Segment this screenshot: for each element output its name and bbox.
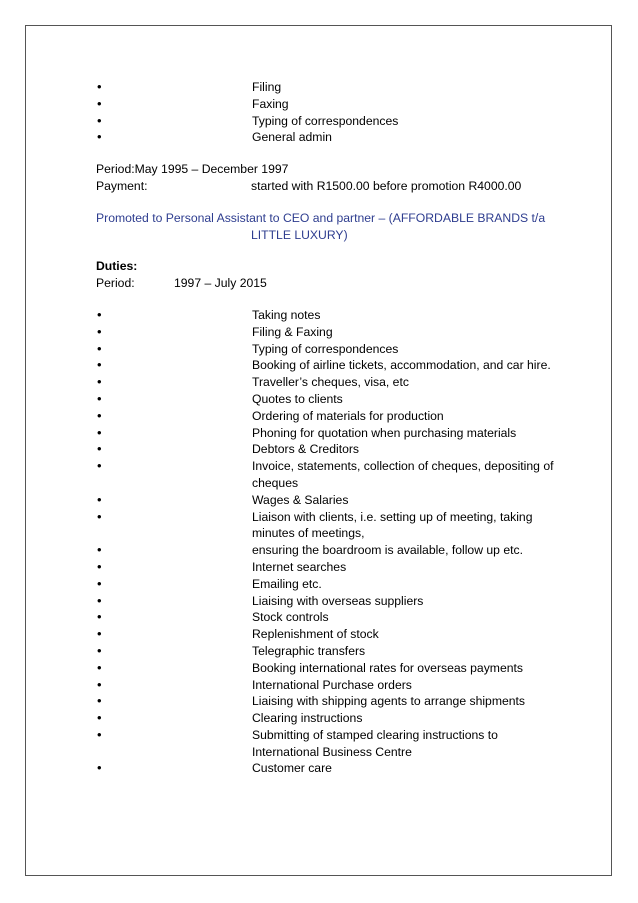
document-page [25, 25, 612, 876]
list-item [96, 542, 556, 559]
bullet-icon: • [97, 542, 102, 558]
list-item-text: Quotes to clients [252, 391, 343, 406]
payment-value: started with R1500.00 before promotion R4000.00 [251, 178, 522, 193]
bullet-icon: • [97, 112, 102, 128]
list-item-text: ensuring the boardroom is available, follow up etc. [252, 543, 523, 558]
list-item-text: Ordering of materials for production [252, 408, 444, 423]
list-item [96, 129, 556, 146]
list-item-text: Taking notes [252, 307, 321, 322]
list-item-text: Filing & Faxing [252, 324, 333, 339]
bullet-icon: • [97, 693, 102, 709]
list-item-text: Telegraphic transfers [252, 643, 366, 658]
list-item [96, 391, 556, 408]
list-item-text: Booking international rates for overseas payments [252, 660, 523, 675]
list-item [96, 626, 556, 643]
bullet-icon: • [97, 357, 102, 373]
bullet-icon: • [97, 79, 102, 94]
list-item-text: Liaising with shipping agents to arrange shipments [252, 694, 526, 709]
list-item [96, 609, 556, 626]
bullet-icon: • [97, 424, 102, 440]
period-line-1 [96, 161, 556, 178]
bullet-icon: • [97, 129, 102, 145]
list-item [96, 374, 556, 391]
list-item [96, 509, 556, 543]
list-item-text: Replenishment of stock [252, 627, 379, 642]
list-item-text: Filing [252, 80, 282, 94]
bullet-icon: • [97, 626, 102, 642]
list-item [96, 727, 556, 761]
list-item-text: Typing of correspondences [252, 341, 399, 356]
period-value: 1997 – July 2015 [174, 276, 267, 291]
list-item-text: Traveller’s cheques, visa, etc [252, 375, 409, 390]
list-item [96, 458, 556, 492]
bullet-icon: • [97, 642, 102, 658]
list-item [96, 425, 556, 442]
duties-heading: Duties: [96, 259, 138, 274]
bullet-icon: • [97, 390, 102, 406]
list-item [96, 643, 556, 660]
list-item-text: International Purchase orders [252, 677, 412, 692]
promotion-line-2: LITTLE LUXURY) [251, 227, 348, 242]
period-line-2 [96, 275, 556, 292]
bullet-icon: • [97, 710, 102, 726]
bullet-list-1 [96, 79, 556, 146]
bullet-icon: • [97, 760, 102, 776]
list-item-text: Debtors & Creditors [252, 442, 360, 457]
bullet-icon: • [97, 558, 102, 574]
bullet-icon: • [97, 592, 102, 608]
bullet-icon: • [97, 441, 102, 457]
list-item [96, 408, 556, 425]
list-item [96, 307, 556, 324]
list-item [96, 710, 556, 727]
list-item [96, 341, 556, 358]
bullet-list-2 [96, 307, 556, 777]
promotion-heading [96, 210, 556, 244]
promotion-line-1: Promoted to Personal Assistant to CEO and partner – (AFFORDABLE BRANDS t/a [96, 210, 546, 225]
list-item-text: Invoice, statements, collection of cheques, depositing of cheques [252, 459, 554, 490]
bullet-icon: • [97, 374, 102, 390]
list-item-text: Typing of correspondences [252, 113, 399, 128]
bullet-icon: • [97, 95, 102, 111]
period-label: Period: [96, 162, 135, 177]
list-item [96, 593, 556, 610]
period-label: Period: [96, 276, 135, 291]
list-item [96, 760, 556, 777]
bullet-icon: • [97, 491, 102, 507]
list-item-text: Customer care [252, 761, 332, 776]
list-item [96, 79, 556, 96]
list-item [96, 660, 556, 677]
list-item-text: Faxing [252, 96, 289, 111]
bullet-icon: • [97, 340, 102, 356]
list-item [96, 576, 556, 593]
bullet-icon: • [97, 676, 102, 692]
document-content [96, 79, 556, 777]
bullet-icon: • [97, 458, 102, 474]
list-item-text: Stock controls [252, 610, 329, 625]
bullet-icon: • [97, 726, 102, 742]
list-item [96, 441, 556, 458]
bullet-icon: • [97, 407, 102, 423]
list-item-text: General admin [252, 130, 332, 145]
list-item [96, 113, 556, 130]
period-value: May 1995 – December 1997 [134, 162, 289, 177]
list-item-text: Liaison with clients, i.e. setting up of meeting, taking minutes of meetings, [252, 509, 533, 541]
list-item [96, 492, 556, 509]
list-item-text: Internet searches [252, 559, 347, 574]
list-item [96, 96, 556, 113]
list-item [96, 559, 556, 576]
bullet-icon: • [97, 659, 102, 675]
bullet-icon: • [97, 323, 102, 339]
payment-label: Payment: [96, 178, 148, 193]
bullet-icon: • [97, 306, 102, 322]
list-item-text: Submitting of stamped clearing instructions to International Business Centre [252, 727, 498, 759]
list-item [96, 324, 556, 341]
list-item [96, 677, 556, 694]
list-item [96, 693, 556, 710]
list-item-text: Phoning for quotation when purchasing materials [252, 425, 517, 440]
list-item-text: Emailing etc. [252, 576, 322, 591]
bullet-icon: • [97, 609, 102, 625]
list-item-text: Wages & Salaries [252, 492, 349, 507]
list-item-text: Booking of airline tickets, accommodation, and car hire. [252, 358, 551, 373]
payment-line [96, 178, 556, 195]
list-item-text: Clearing instructions [252, 711, 363, 726]
list-item-text: Liaising with overseas suppliers [252, 593, 424, 608]
list-item [96, 357, 556, 374]
bullet-icon: • [97, 575, 102, 591]
bullet-icon: • [97, 508, 102, 524]
